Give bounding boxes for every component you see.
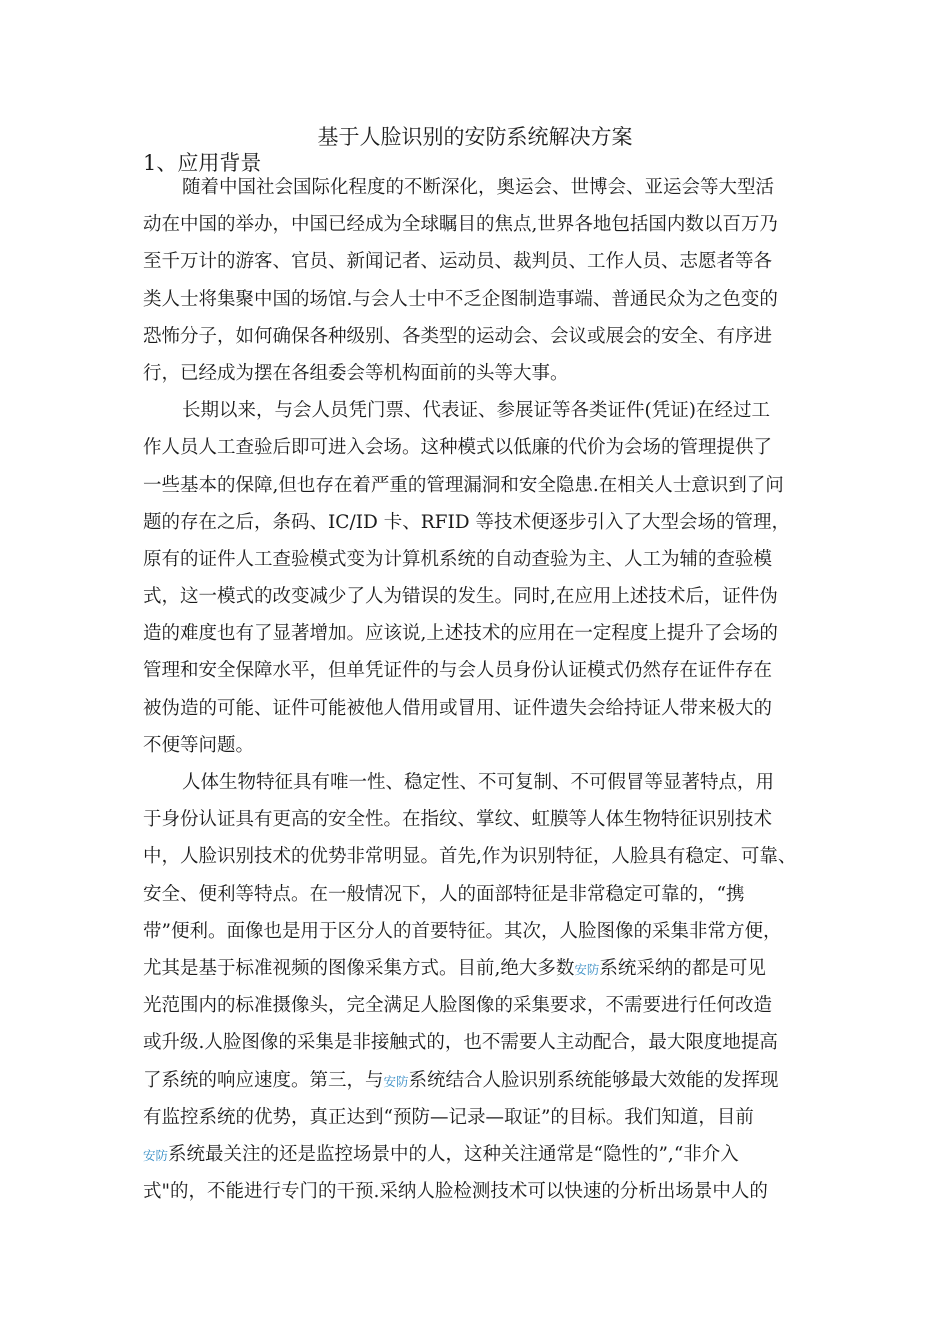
text-span: 系统最关注的还是监控场景中的人，这种关注通常是“隐性的”,“非介入 xyxy=(168,1143,739,1165)
text-line: 一些基本的保障,但也存在着严重的管理漏洞和安全隐患.在相关人士意识到了问 xyxy=(143,474,784,496)
text-line: 式，这一模式的改变减少了人为错误的发生。同时,在应用上述技术后，证件伪 xyxy=(143,586,778,608)
text-span: 系统结合人脸识别系统能够最大效能的发挥现 xyxy=(408,1069,779,1091)
body-text xyxy=(143,169,825,1210)
paragraph-2 xyxy=(143,392,825,764)
text-span: 了系统的响应速度。第三，与 xyxy=(143,1069,384,1091)
text-line: 被伪造的可能、证件可能被他人借用或冒用、证件遗失会给持证人带来极大的 xyxy=(143,697,773,719)
text-line: 有监控系统的优势，真正达到“预防—记录—取证”的目标。我们知道，目前 xyxy=(143,1106,754,1128)
text-line: 安全、便利等特点。在一般情况下，人的面部特征是非常稳定可靠的，“携 xyxy=(143,883,745,905)
text-line: 长期以来，与会人员凭门票、代表证、参展证等各类证件(凭证)在经过工 xyxy=(182,400,770,422)
text-line: 于身份认证具有更高的安全性。在指纹、掌纹、虹膜等人体生物特征识别技术 xyxy=(143,809,773,831)
text-span: 系统采纳的都是可见 xyxy=(599,957,766,979)
text-line: 行，已经成为摆在各组委会等机构面前的头等大事。 xyxy=(143,362,569,384)
anfang-link[interactable]: 安防 xyxy=(143,1147,169,1163)
text-line: 恐怖分子，如何确保各种级别、各类型的运动会、会议或展会的安全、有序进 xyxy=(143,325,773,347)
text-line xyxy=(143,1062,825,1099)
text-line: 或升级.人脸图像的采集是非接触式的，也不需要人主动配合，最大限度地提高 xyxy=(143,1032,778,1054)
section-heading: 1、应用背景 xyxy=(143,151,262,175)
paragraph-3 xyxy=(143,764,825,1210)
text-line: 管理和安全保障水平，但单凭证件的与会人员身份认证模式仍然存在证件存在 xyxy=(143,660,773,682)
text-line xyxy=(143,950,825,987)
text-line: 光范围内的标准摄像头，完全满足人脸图像的采集要求，不需要进行任何改造 xyxy=(143,995,773,1017)
paragraph-1 xyxy=(143,169,825,392)
text-line xyxy=(143,1136,825,1173)
text-line: 随着中国社会国际化程度的不断深化，奥运会、世博会、亚运会等大型活 xyxy=(182,177,775,198)
text-span: 尤其是基于标准视频的图像采集方式。目前,绝大多数 xyxy=(143,957,575,979)
text-line: 造的难度也有了显著增加。应该说,上述技术的应用在一定程度上提升了会场的 xyxy=(143,623,778,645)
text-line: 不便等问题。 xyxy=(143,734,255,756)
text-line: 题的存在之后，条码、IC/ID 卡、RFID 等技术便逐步引入了大型会场的管理， xyxy=(143,511,791,533)
text-line: 动在中国的举办，中国已经成为全球瞩目的焦点,世界各地包括国内数以百万乃 xyxy=(143,214,778,236)
text-line: 中，人脸识别技术的优势非常明显。首先,作为识别特征，人脸具有稳定、可靠、 xyxy=(143,846,797,868)
anfang-link[interactable]: 安防 xyxy=(574,961,600,977)
anfang-link[interactable]: 安防 xyxy=(383,1073,409,1089)
text-line: 带”便利。面像也是用于区分人的首要特征。其次，人脸图像的采集非常方便， xyxy=(143,920,782,942)
text-line: 至千万计的游客、官员、新闻记者、运动员、裁判员、工作人员、志愿者等各 xyxy=(143,251,773,273)
text-line: 人体生物特征具有唯一性、稳定性、不可复制、不可假冒等显著特点，用 xyxy=(182,772,775,793)
text-line: 原有的证件人工查验模式变为计算机系统的自动查验为主、人工为辅的查验模 xyxy=(143,548,773,570)
document-title: 基于人脸识别的安防系统解决方案 xyxy=(317,125,633,149)
text-line: 作人员人工查验后即可进入会场。这种模式以低廉的代价为会场的管理提供了 xyxy=(143,437,773,459)
text-line: 类人士将集聚中国的场馆.与会人士中不乏企图制造事端、普通民众为之色变的 xyxy=(143,288,778,310)
text-line: 式"的，不能进行专门的干预.采纳人脸检测技术可以快速的分析出场景中人的 xyxy=(143,1181,768,1203)
